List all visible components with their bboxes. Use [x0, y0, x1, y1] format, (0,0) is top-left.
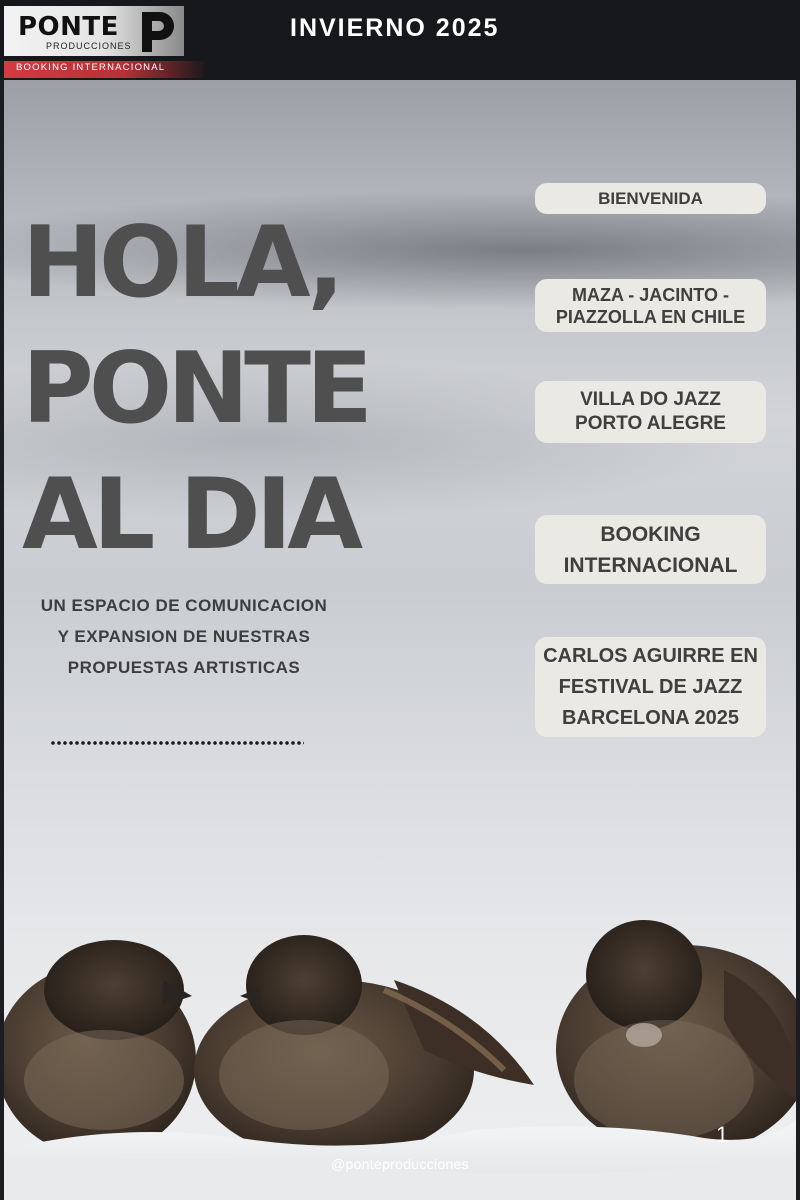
menu-item-label: BIENVENIDA: [598, 188, 703, 208]
menu-item-booking[interactable]: [535, 515, 766, 584]
headline-line: AL DIA: [22, 458, 359, 572]
intro-line: Y EXPANSION DE NUESTRAS: [57, 627, 311, 646]
intro-line: UN ESPACIO DE COMUNICACION: [40, 596, 328, 615]
menu-item-bienvenida[interactable]: [535, 183, 766, 214]
cover-page: [4, 80, 796, 1200]
headline-line: PONTE: [22, 332, 368, 446]
logo-wordmark: PONTE: [18, 12, 119, 42]
menu-item-maza-jacinto[interactable]: [535, 279, 766, 332]
logo-subtitle: PRODUCCIONES: [46, 41, 132, 51]
menu-item-label: VILLA DO JAZZ PORTO ALEGRE: [575, 389, 726, 434]
headline: [22, 200, 368, 578]
page-number: 1: [716, 1122, 729, 1147]
intro-line: PROPUESTAS ARTISTICAS: [67, 658, 301, 677]
headline-line: HOLA,: [22, 206, 340, 320]
menu-item-label: CARLOS AGUIRRE EN FESTIVAL DE JAZZ BARCELONA 2025: [543, 644, 758, 729]
edition-title: INVIERNO 2025: [290, 14, 500, 42]
social-handle[interactable]: @ponteproducciones: [331, 1156, 469, 1172]
menu-item-label: MAZA - JACINTO - PIAZZOLLA EN CHILE: [555, 284, 746, 327]
menu-item-carlos-aguirre[interactable]: [535, 637, 766, 737]
logo-p-icon: [138, 10, 176, 54]
logo[interactable]: [4, 6, 184, 56]
menu-item-villa-do-jazz[interactable]: [535, 381, 766, 443]
dotted-divider: [50, 740, 304, 746]
sparrows-photo: [4, 820, 796, 1200]
tagline: BOOKING INTERNACIONAL: [16, 62, 166, 73]
header-bar: [0, 0, 800, 80]
menu-item-label: BOOKING INTERNACIONAL: [563, 522, 738, 577]
intro-text: [14, 590, 354, 683]
